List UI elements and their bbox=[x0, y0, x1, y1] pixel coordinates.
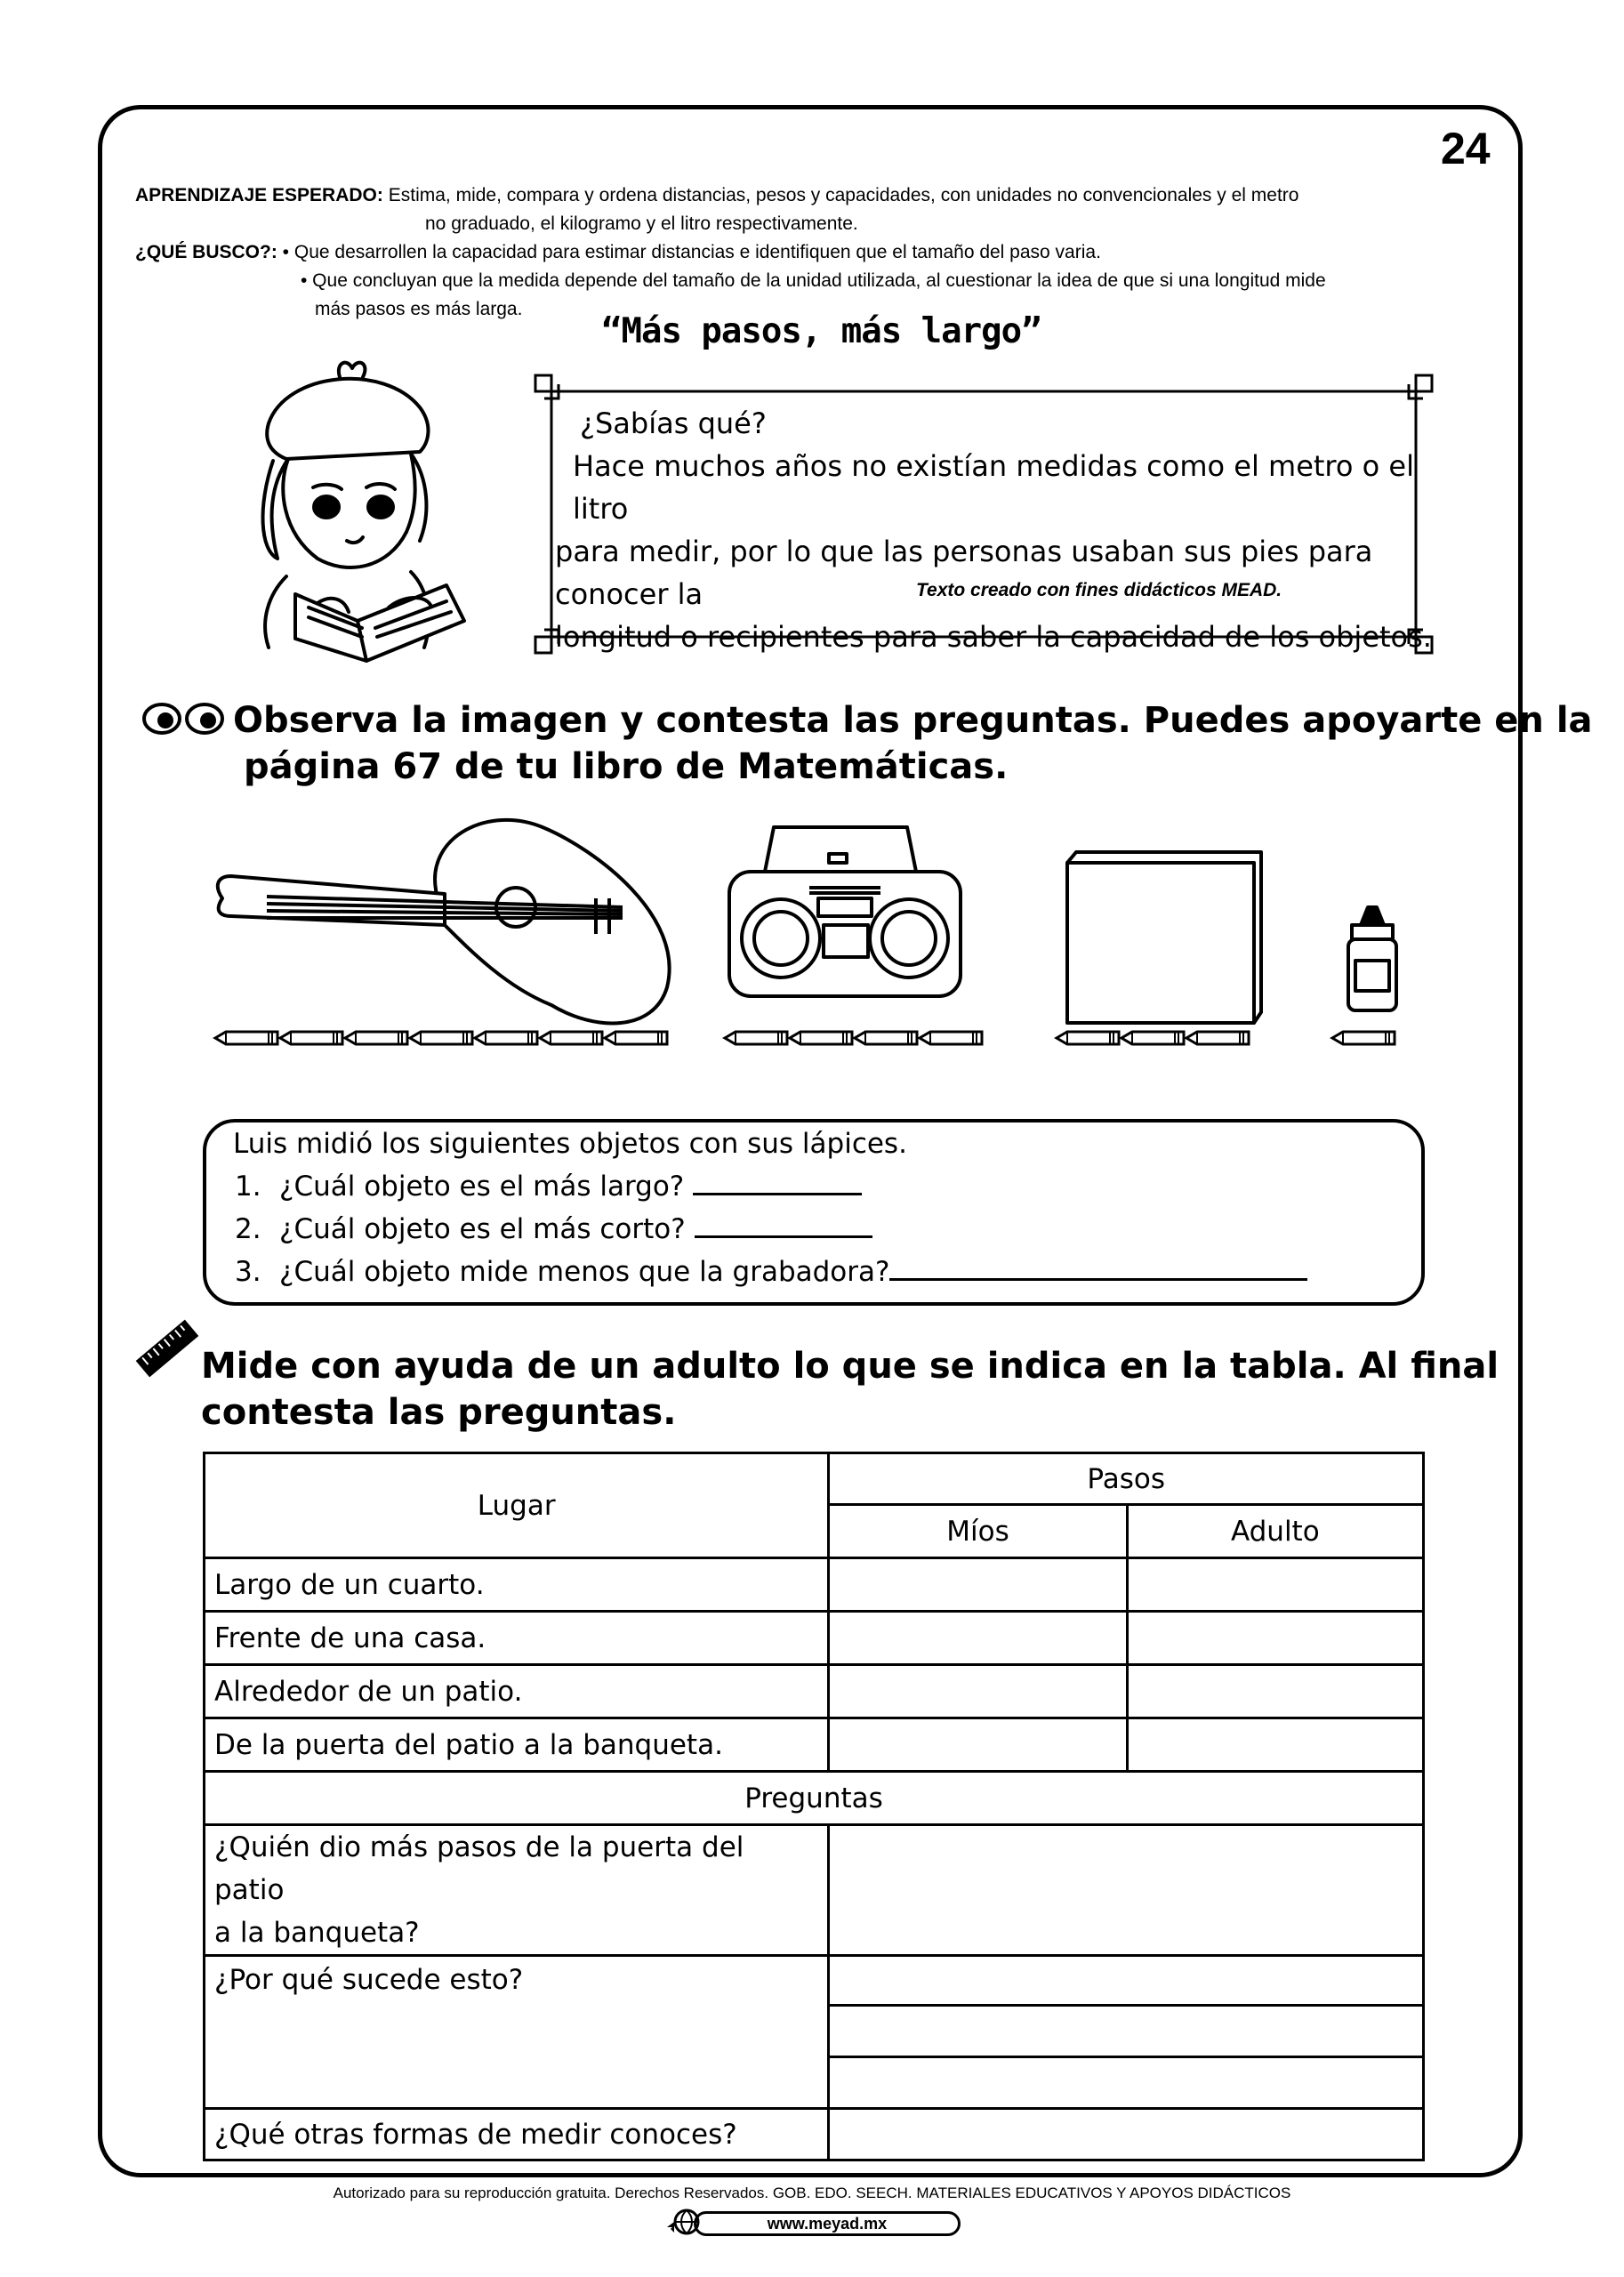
aprendizaje-text-1: Estima, mide, compara y ordena distancias, pesos y capacidades, con unidades no convencionales y el metro bbox=[388, 185, 1299, 205]
busco-item-2-line-1: • Que concluyan que la medida depende del tamaño de la unidad utilizada, al cuestionar la idea de que si una longitud mide bbox=[301, 270, 1326, 291]
pencil-rows bbox=[215, 1032, 1395, 1044]
learning-header bbox=[135, 181, 1487, 324]
aprendizaje-text-2: no graduado, el kilogramo y el litro respectivamente. bbox=[425, 213, 858, 234]
table-header-row-1 bbox=[205, 1453, 1424, 1505]
glue-icon bbox=[1348, 907, 1396, 1010]
pencil-icon bbox=[475, 1032, 537, 1044]
pencil-icon bbox=[855, 1032, 917, 1044]
questions-intro: Luis midió los siguientes objetos con sus lápices. bbox=[233, 1128, 907, 1160]
question-row bbox=[205, 1956, 1424, 2006]
question-3-number: 3. bbox=[235, 1256, 261, 1288]
aprendizaje-row-2 bbox=[135, 210, 1487, 238]
info-line-3: longitud o recipientes para saber la capacidad de los objetos. bbox=[555, 620, 1432, 654]
busco-item-1: • Que desarrollen la capacidad para estimar distancias e identifiquen que el tamaño del paso varia. bbox=[282, 242, 1101, 262]
row-label: Frente de una casa. bbox=[205, 1612, 829, 1665]
instruction-observe-line-2: página 67 de tu libro de Matemáticas. bbox=[244, 746, 1009, 787]
info-text bbox=[555, 402, 1435, 658]
answer-blank-3[interactable] bbox=[889, 1251, 1307, 1281]
header-lugar: Lugar bbox=[205, 1453, 829, 1558]
pencil-icon bbox=[345, 1032, 407, 1044]
info-credit: Texto creado con fines didácticos MEAD. bbox=[916, 580, 1282, 600]
preguntas-header-row bbox=[205, 1772, 1424, 1825]
page-number: 24 bbox=[1441, 124, 1491, 173]
answer-por-que-line-2[interactable] bbox=[829, 2006, 1424, 2057]
question-2 bbox=[233, 1208, 1307, 1251]
pencil-icon bbox=[410, 1032, 472, 1044]
footer-text: Autorizado para su reproducción gratuita. Derechos Reservados. GOB. EDO. SEECH. MATERIALES EDUCATIVOS Y APOYOS DIDÁCTICOS bbox=[333, 2184, 1291, 2201]
info-heading: ¿Sabías qué? bbox=[580, 406, 767, 440]
question-otras-formas: ¿Qué otras formas de medir conoces? bbox=[205, 2109, 829, 2160]
pencil-icon bbox=[790, 1032, 852, 1044]
pencil-icon bbox=[725, 1032, 787, 1044]
question-2-text: ¿Cuál objeto es el más corto? bbox=[279, 1213, 686, 1245]
pencil-icon bbox=[605, 1032, 667, 1044]
table-row bbox=[205, 1665, 1424, 1718]
question-quien bbox=[205, 1825, 829, 1956]
table-row bbox=[205, 1558, 1424, 1612]
header-adulto: Adulto bbox=[1127, 1505, 1423, 1558]
aprendizaje-label: APRENDIZAJE ESPERADO: bbox=[135, 185, 383, 205]
row-label: Largo de un cuarto. bbox=[205, 1558, 829, 1612]
answer-por-que-line-1[interactable] bbox=[829, 1956, 1424, 2006]
question-1-text: ¿Cuál objeto es el más largo? bbox=[279, 1171, 685, 1203]
info-line-1: Hace muchos años no existían medidas como el metro o el litro bbox=[573, 449, 1414, 526]
mios-cell[interactable] bbox=[829, 1612, 1127, 1665]
pencil-icon bbox=[1186, 1032, 1249, 1044]
answer-otras-formas[interactable] bbox=[829, 2109, 1424, 2160]
question-3 bbox=[233, 1251, 1307, 1293]
pencil-icon bbox=[1122, 1032, 1184, 1044]
info-line-2: para medir, por lo que las personas usaban sus pies para conocer la bbox=[555, 535, 1373, 611]
busco-row-2 bbox=[135, 267, 1487, 295]
pencil-icon bbox=[920, 1032, 982, 1044]
busco-item-2-line-2: más pasos es más larga. bbox=[315, 299, 523, 319]
question-por-que: ¿Por qué sucede esto? bbox=[205, 1956, 829, 2109]
question-quien-line-2: a la banqueta? bbox=[214, 1917, 420, 1949]
aprendizaje-row bbox=[135, 181, 1487, 210]
question-3-text: ¿Cuál objeto mide menos que la grabadora? bbox=[279, 1256, 890, 1288]
questions-text bbox=[233, 1122, 1307, 1293]
question-row bbox=[205, 1825, 1424, 1956]
table-row bbox=[205, 1718, 1424, 1772]
pencil-icon bbox=[1332, 1032, 1395, 1044]
answer-por-que-line-3[interactable] bbox=[829, 2057, 1424, 2109]
question-row bbox=[205, 2109, 1424, 2160]
objects-illustration bbox=[205, 809, 1450, 1076]
instruction-observe bbox=[233, 697, 1593, 790]
adulto-cell[interactable] bbox=[1127, 1612, 1423, 1665]
question-2-number: 2. bbox=[235, 1213, 261, 1245]
header-pasos: Pasos bbox=[829, 1453, 1424, 1505]
instruction-observe-line-1: Observa la imagen y contesta las preguntas. Puedes apoyarte en la bbox=[233, 700, 1593, 741]
instruction-measure-line-2: contesta las preguntas. bbox=[201, 1392, 677, 1433]
mios-cell[interactable] bbox=[829, 1665, 1127, 1718]
header-mios: Míos bbox=[829, 1505, 1127, 1558]
row-label: De la puerta del patio a la banqueta. bbox=[205, 1718, 829, 1772]
mios-cell[interactable] bbox=[829, 1718, 1127, 1772]
measurement-table bbox=[203, 1452, 1425, 2161]
pencil-icon bbox=[280, 1032, 342, 1044]
table-row bbox=[205, 1612, 1424, 1665]
question-1-number: 1. bbox=[235, 1171, 261, 1203]
answer-blank-2[interactable] bbox=[695, 1209, 872, 1238]
girl-reading-illustration bbox=[233, 354, 518, 674]
answer-quien[interactable] bbox=[829, 1825, 1424, 1956]
pencil-icon bbox=[1057, 1032, 1119, 1044]
adulto-cell[interactable] bbox=[1127, 1558, 1423, 1612]
website-link[interactable]: www.meyad.mx bbox=[694, 2211, 961, 2236]
ruler-icon bbox=[135, 1316, 199, 1380]
instruction-measure-line-1: Mide con ayuda de un adulto lo que se indica en la tabla. Al final bbox=[201, 1346, 1499, 1387]
eyes-icon bbox=[141, 701, 226, 736]
book-icon bbox=[1067, 852, 1261, 1023]
question-1 bbox=[233, 1165, 1307, 1208]
adulto-cell[interactable] bbox=[1127, 1665, 1423, 1718]
radio-icon bbox=[729, 827, 961, 996]
answer-blank-1[interactable] bbox=[693, 1166, 862, 1195]
row-label: Alrededor de un patio. bbox=[205, 1665, 829, 1718]
adulto-cell[interactable] bbox=[1127, 1718, 1423, 1772]
header-preguntas: Preguntas bbox=[205, 1772, 1424, 1825]
mios-cell[interactable] bbox=[829, 1558, 1127, 1612]
worksheet-title: “Más pasos, más largo” bbox=[601, 311, 1041, 351]
pencil-icon bbox=[215, 1032, 277, 1044]
question-quien-line-1: ¿Quién dio más pasos de la puerta del patio bbox=[214, 1831, 744, 1906]
guitar-icon bbox=[218, 820, 670, 1024]
busco-row bbox=[135, 238, 1487, 267]
instruction-measure bbox=[201, 1343, 1499, 1436]
busco-label: ¿QUÉ BUSCO?: bbox=[135, 242, 277, 262]
pencil-icon bbox=[540, 1032, 602, 1044]
